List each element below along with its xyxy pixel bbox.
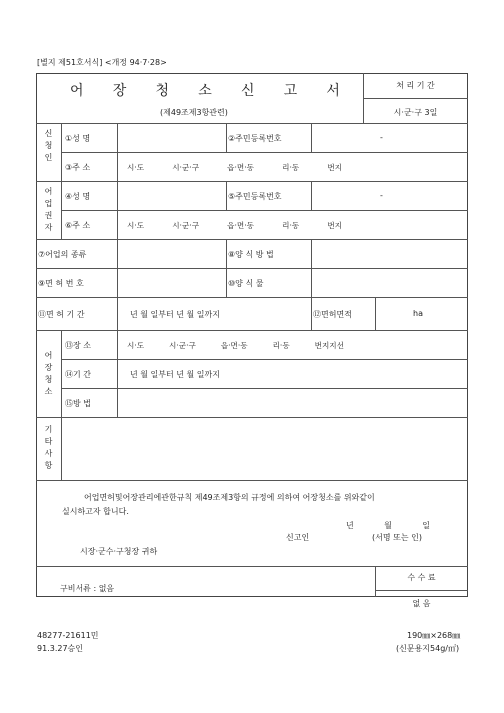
section-char: 어 [44,187,53,196]
applicant-address-parts [127,162,342,173]
approval-date: 91.3.27승인 [37,644,83,653]
applicant-reg-value: - [380,133,383,142]
title-char: 소 [198,83,212,99]
section-char: 기 [44,425,53,434]
applicant-reg-label: ②주민등록번호 [228,134,282,143]
fishery-type-label: ⑦어업의 종류 [38,250,87,259]
recipient: 시장·군수·구청장 귀하 [80,547,158,556]
cleaning-place-label: ⑬장 소 [65,341,91,350]
reporter-label: 신고인 [286,533,310,542]
address-part: 시·군·구 [169,341,196,350]
address-part: 번지 [327,163,342,172]
section-char: 인 [44,153,53,162]
holder-name-label: ④성 명 [65,192,91,201]
address-part: 읍·면·동 [227,163,254,172]
date-part: 일 [422,521,430,530]
declaration-date [346,520,430,531]
section-char: 타 [44,437,53,446]
address-part: 번지 [327,221,342,230]
culture-item-label: ⑩양 식 물 [228,279,264,288]
license-area-unit: ha [413,309,423,318]
section-char: 사 [44,449,53,458]
license-number-label: ⑨면 허 번 호 [38,279,84,288]
section-char: 소 [44,387,53,396]
culture-method-label: ⑧양 식 방 법 [228,250,274,259]
form-title [70,80,340,100]
form-header: [별지 제51호서식] <개정 94·7·28> [37,58,167,67]
license-period-label: ⑪면 허 기 간 [38,310,85,319]
signature-note: (서명 또는 인) [372,533,422,542]
section-char: 권 [44,211,53,220]
paper-size: 190㎜×268㎜ [407,631,461,640]
cleaning-section-label [36,350,61,398]
section-char: 업 [44,199,53,208]
section-char: 청 [44,375,53,384]
license-period-value: 년 월 일부터 년 월 일까지 [130,310,220,319]
fee-label: 수 수 료 [407,573,436,582]
address-part: 시·도 [127,221,145,230]
date-part: 년 [346,521,354,530]
cleaning-period-label: ⑭기 간 [65,370,91,379]
holder-reg-label: ⑤주민등록번호 [228,192,282,201]
form-subtitle: (제49조제3항관련) [160,108,228,117]
address-part: 읍·면·동 [227,221,254,230]
section-char: 장 [44,363,53,372]
fee-value: 없 음 [412,599,431,608]
holder-reg-value: - [380,191,383,200]
address-part: 번지지선 [314,341,344,350]
title-char: 장 [112,83,127,99]
fishery-holder-section-label [36,186,61,234]
title-char: 어 [70,83,84,99]
license-area-label: ⑫면허면적 [313,310,352,319]
date-part: 월 [384,521,392,530]
section-char: 청 [44,141,53,150]
cleaning-method-label: ⑮방 법 [65,399,91,408]
cleaning-period-value: 년 월 일부터 년 월 일까지 [130,370,220,379]
applicant-address-label: ③주 소 [65,163,91,172]
address-part: 리·동 [282,221,300,230]
section-char: 신 [44,129,53,138]
cleaning-place-parts [127,340,344,351]
processing-period-label: 처 리 기 간 [396,81,435,90]
declaration-line-1: 어업면허및어장관리에관한규칙 제49조제3항의 규정에 의하여 어장청소를 위와같이 [84,493,375,502]
applicant-name-label: ①성 명 [65,134,91,143]
title-char: 신 [240,83,255,99]
paper-type: (신문용지54g/㎡) [396,644,460,653]
address-part: 리·동 [272,341,290,350]
address-part: 시·도 [127,341,145,350]
title-char: 서 [326,83,340,99]
applicant-section-label [36,128,61,164]
processing-period-value: 시·군·구 3일 [393,108,438,117]
other-remarks-label [36,424,61,472]
holder-address-parts [127,220,342,231]
declaration-line-2: 실시하고자 합니다. [62,507,129,516]
address-part: 시·군·구 [172,221,200,230]
title-char: 청 [155,83,169,99]
form-number: 48277-21611민 [37,631,99,640]
section-char: 항 [44,461,53,470]
address-part: 읍·면·동 [220,341,248,350]
section-char: 어 [44,351,53,360]
address-part: 시·군·구 [172,163,200,172]
required-documents: 구비서류 : 없음 [60,584,115,593]
section-char: 자 [44,223,53,232]
holder-address-label: ⑥주 소 [65,221,91,230]
title-char: 고 [283,83,298,99]
address-part: 리·동 [282,163,300,172]
address-part: 시·도 [127,163,145,172]
